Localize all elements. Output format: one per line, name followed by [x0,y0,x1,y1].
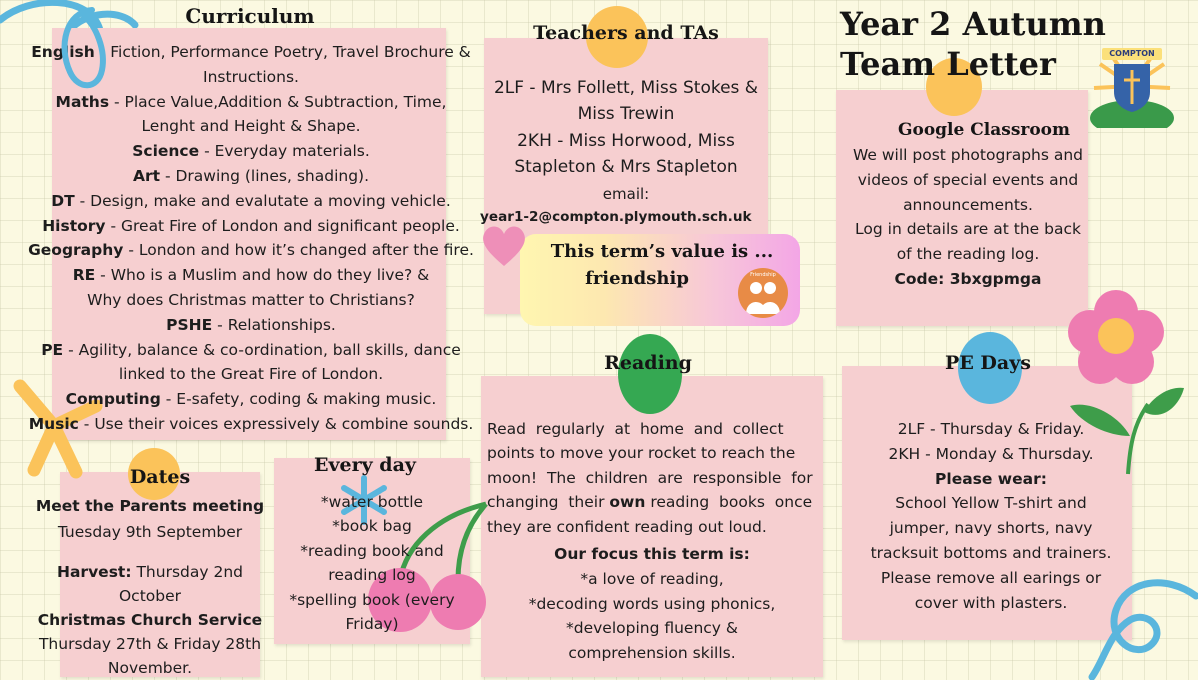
harvest-date: Harvest: Thursday 2nd [57,563,243,581]
google-classroom-text: We will post photographs and videos of special events and announcements. Log in details are at the back of the reading log. Code: 3bxgpmga [836,143,1100,292]
curriculum-item-science: Science - Everyday materials. [132,142,370,161]
pe-days-text: 2LF - Thursday & Friday. 2KH - Monday & Thursday. Please wear: School Yellow T-shirt and jumper, navy shorts, navy tracksuit bottoms and trainers. Please remove all earings or cover with plasters. [842,417,1140,615]
email-label: email: [602,185,650,203]
logo-name: COMPTON [1109,49,1155,58]
curriculum-item-geography: Geography - London and how it’s changed after the fire. [28,241,474,260]
class-2kh-staff: 2KH - Miss Horwood, Miss [517,131,735,151]
focus-heading: Our focus this term is: [554,545,750,563]
curriculum-item-maths: Maths - Place Value,Addition & Subtraction, Time, [55,92,447,111]
pink-flower-icon [1066,290,1166,386]
classroom-code: Code: 3bxgpmga [894,269,1042,288]
blue-loop-icon [56,6,112,96]
curriculum-item-re: RE - Who is a Muslim and how do they live? & [72,266,430,285]
friendship-badge-icon: Friendship [738,268,788,318]
pe-days-heading: PE Days [945,352,1031,374]
dates-text: Meet the Parents meeting Tuesday 9th September Harvest: Thursday 2nd October Christmas Church Service Thursday 27th & Friday 28th November. [30,494,270,680]
value-banner-text: This term’s value is ... friendship [550,241,774,289]
please-wear-heading: Please wear: [935,469,1047,488]
curriculum-item-computing: Computing - E-safety, coding & making music. [65,390,437,409]
email-link[interactable]: year1-2@compton.plymouth.sch.uk [480,209,752,225]
page-title: Year 2 Autumn Team Letter [840,5,1106,83]
curriculum-item-music: Music - Use their voices expressively & combine sounds. [28,414,474,433]
curriculum-item-art: Art - Drawing (lines, shading). [132,166,370,185]
teachers-heading: Teachers and TAs [533,22,719,44]
everyday-heading: Every day [314,454,416,476]
curriculum-list: English - Fiction, Performance Poetry, Travel Brochure & Instructions. Maths - Place Value,Addition & Subtraction, Time, Lenght and Height & Shape. Science - Everyday materials. Art - Drawing (lines, shading). DT - Design, make and evalutate a moving vehicle. History - Great Fire of London and significant people. Geography - London and how it’s changed after the fire. RE - Who is a Muslim and how do they live? & Why does Christmas matter to Christians? PSHE - Relationships. PE - Agility, balance & co-ordination, ball skills, dance linked to the Great Fire of London. Computing - E-safety, coding & making music. Music - Use their voices expressively & combine sounds. [14,40,488,437]
everyday-list: *water bottle *book bag *reading book and reading log *spelling book (every Friday) [289,493,455,634]
google-classroom-heading: Google Classroom [897,120,1071,140]
class-2lf-staff: 2LF - Mrs Follett, Miss Stokes & [493,78,759,98]
christmas-service-heading: Christmas Church Service [37,611,263,629]
meet-parents-heading: Meet the Parents meeting [35,497,265,515]
teachers-text: 2LF - Mrs Follett, Miss Stokes & Miss Trewin 2KH - Miss Horwood, Miss Stapleton & Mrs Stapleton [484,76,768,180]
reading-focus: Our focus this term is: *a love of reading, *decoding words using phonics, *developing fluency & comprehension skills. [481,542,823,666]
curriculum-heading: Curriculum [185,4,315,28]
green-pin-dot-icon [618,334,682,414]
curriculum-item-history: History - Great Fire of London and significant people. [42,216,460,235]
curriculum-item-pshe: PSHE - Relationships. [166,315,336,334]
reading-heading: Reading [604,352,692,374]
school-crest-icon [1090,46,1174,128]
curriculum-item-dt: DT - Design, make and evalutate a moving vehicle. [51,191,451,210]
reading-paragraph: Read regularly at home and collect points to move your rocket to reach the moon! The children are responsible for changing their own reading books once they are confident reading out loud. [487,420,813,536]
dates-heading: Dates [129,466,191,488]
curriculum-item-pe: PE - Agility, balance & co-ordination, ball skills, dance [41,340,461,359]
curriculum-item-english: English - Fiction, Performance Poetry, Travel Brochure & [31,43,471,61]
